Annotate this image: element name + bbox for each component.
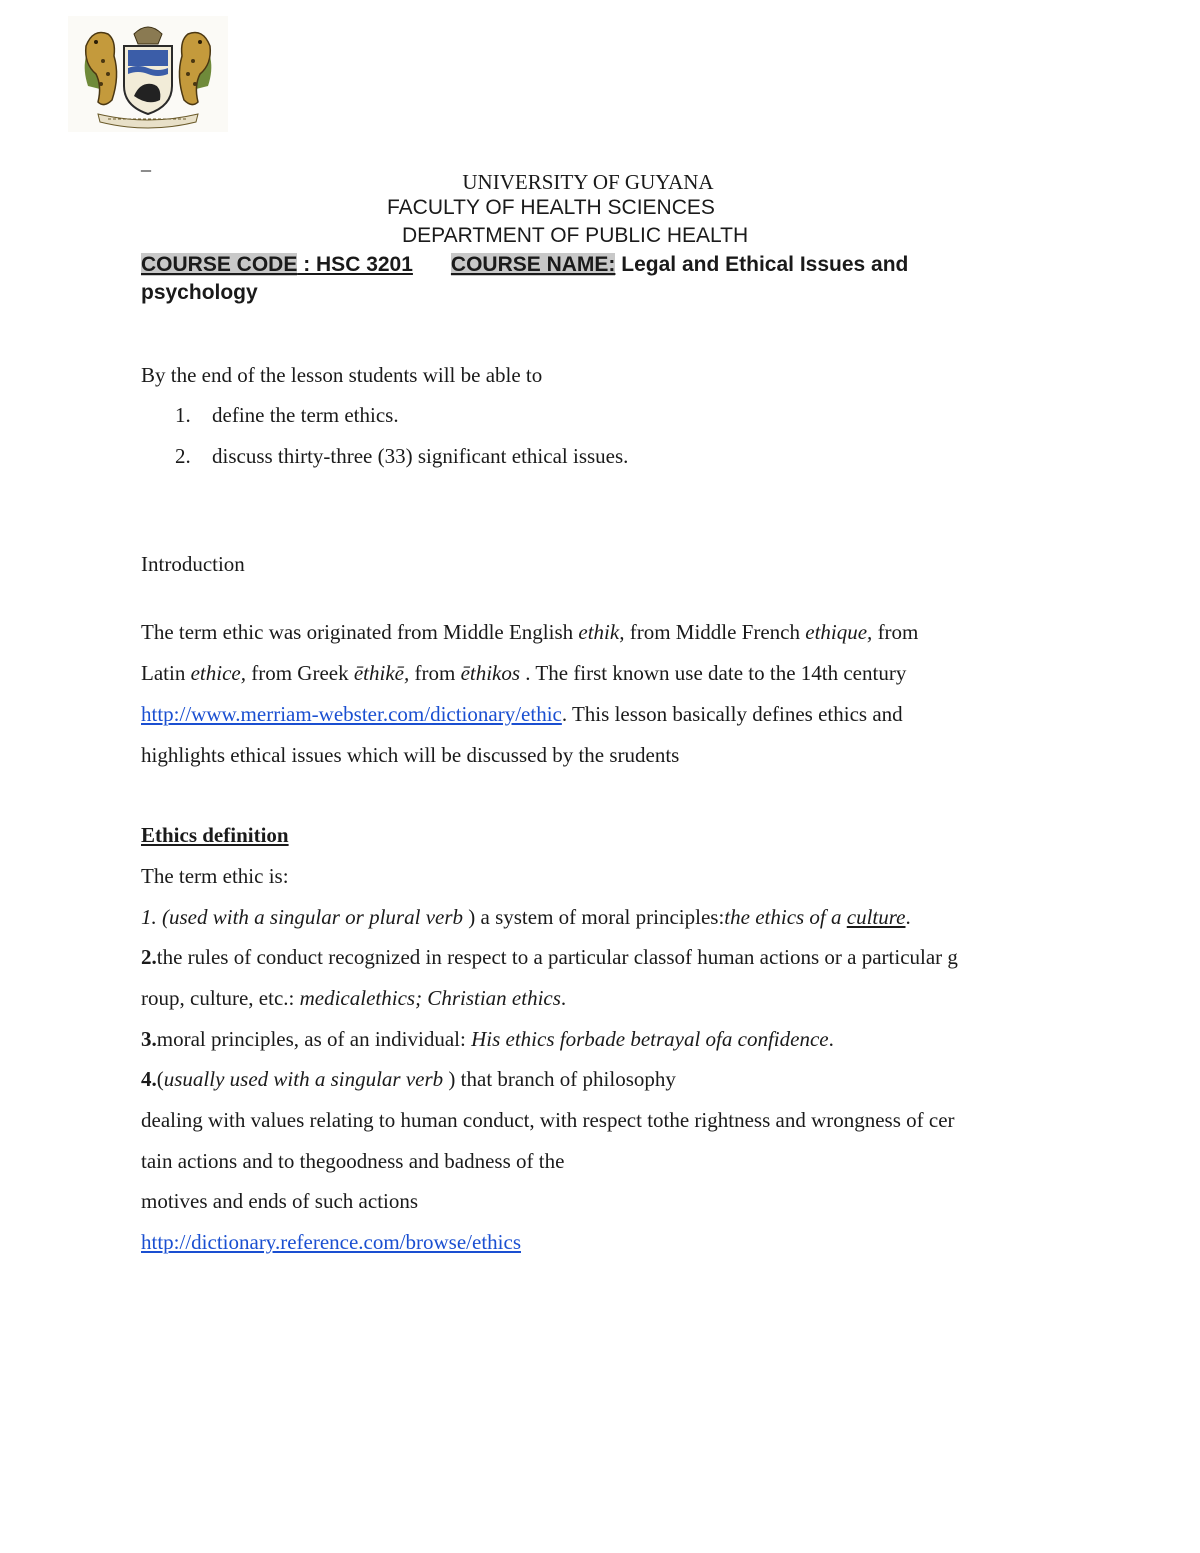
definition-item-1 <box>141 905 911 930</box>
definition-number: 4. <box>141 1067 157 1091</box>
text-run: Latin <box>141 661 191 685</box>
merriam-webster-link[interactable]: http://www.merriam-webster.com/dictionary/ethic <box>141 702 562 726</box>
text-run: . <box>828 1027 834 1051</box>
university-coat-of-arms-logo <box>68 16 228 132</box>
objective-item: define the term ethics. <box>212 403 399 427</box>
text-run-italic: ethique, <box>805 620 873 644</box>
text-run: from <box>872 620 919 644</box>
definition-lead: The term ethic is: <box>141 864 289 888</box>
course-name-value: Legal and Ethical Issues and <box>615 253 909 276</box>
ethics-definition-heading: Ethics definition <box>141 823 289 847</box>
course-info <box>141 251 1041 307</box>
text-run: ( <box>156 1067 164 1091</box>
text-run: . <box>905 905 911 929</box>
text-run: from <box>409 661 461 685</box>
text-run-italic: ethik, <box>578 620 625 644</box>
text-run: ) a system of moral principles: <box>468 905 725 929</box>
introduction-line-3 <box>141 702 903 727</box>
culture-link[interactable]: culture <box>846 905 906 929</box>
course-name-label: COURSE NAME: <box>450 253 616 276</box>
course-name-continuation: psychology <box>141 281 258 304</box>
objective-number: 2. <box>175 444 191 468</box>
text-run: from Greek <box>245 661 354 685</box>
definition-number: 2. <box>141 945 157 969</box>
text-run-italic: the ethics of a <box>724 905 847 929</box>
course-code-value: : HSC 3201 <box>297 253 413 276</box>
text-run-italic: usually used with a singular verb <box>163 1067 449 1091</box>
text-run: . This lesson basically defines ethics and <box>561 702 903 726</box>
introduction-line-4: highlights ethical issues which will be discussed by the srudents <box>141 743 680 767</box>
definition-item-2-cont <box>141 986 566 1011</box>
text-run-italic: (used with a singular or plural verb <box>156 905 469 929</box>
definition-item-4-cont-2: tain actions and to thegoodness and badness of the <box>141 1149 565 1173</box>
definition-item-3 <box>141 1027 834 1052</box>
text-run: ) that branch of philosophy <box>448 1067 676 1091</box>
definition-item-4-cont-3: motives and ends of such actions <box>141 1189 419 1213</box>
course-code-label: COURSE CODE <box>141 253 298 276</box>
university-title: UNIVERSITY OF GUYANA <box>462 170 714 194</box>
text-run-italic: ēthikē, <box>353 661 410 685</box>
objective-number: 1. <box>175 403 191 427</box>
text-run: . The first known use date to the 14th century <box>520 661 907 685</box>
text-run-italic: ēthikos <box>460 661 521 685</box>
text-run: The term ethic was originated from Middle English <box>141 620 579 644</box>
department-title: DEPARTMENT OF PUBLIC HEALTH <box>402 224 749 247</box>
introduction-heading: Introduction <box>141 552 245 576</box>
introduction-line-1 <box>141 620 918 645</box>
dictionary-reference-link-row <box>141 1230 521 1255</box>
header-dash: _ <box>141 152 151 174</box>
definition-item-2 <box>141 945 958 970</box>
objectives-intro: By the end of the lesson students will be able to <box>141 363 543 387</box>
dictionary-reference-link[interactable]: http://dictionary.reference.com/browse/ethics <box>141 1230 521 1254</box>
text-run: . <box>560 986 567 1010</box>
introduction-line-2 <box>141 661 906 686</box>
text-run: from Middle French <box>624 620 806 644</box>
definition-number: 1. <box>141 905 157 929</box>
definition-item-4-cont-1: dealing with values relating to human conduct, with respect tothe rightness and wrongness of cer <box>141 1108 955 1132</box>
definition-number: 3. <box>141 1027 157 1051</box>
objective-item: discuss thirty-three (33) significant ethical issues. <box>212 444 629 468</box>
text-run: the rules of conduct recognized in respect to a particular classof human actions or a particular g <box>156 945 958 969</box>
text-run-italic: ethice, <box>190 661 246 685</box>
text-run-italic: His ethics forbade betrayal ofa confidence <box>471 1027 829 1051</box>
text-run: roup, culture, etc.: <box>141 986 300 1010</box>
faculty-title: FACULTY OF HEALTH SCIENCES <box>387 196 715 219</box>
text-run-italic: medicalethics; Christian ethics <box>299 986 561 1010</box>
text-run: moral principles, as of an individual: <box>156 1027 472 1051</box>
definition-item-4 <box>141 1067 676 1092</box>
